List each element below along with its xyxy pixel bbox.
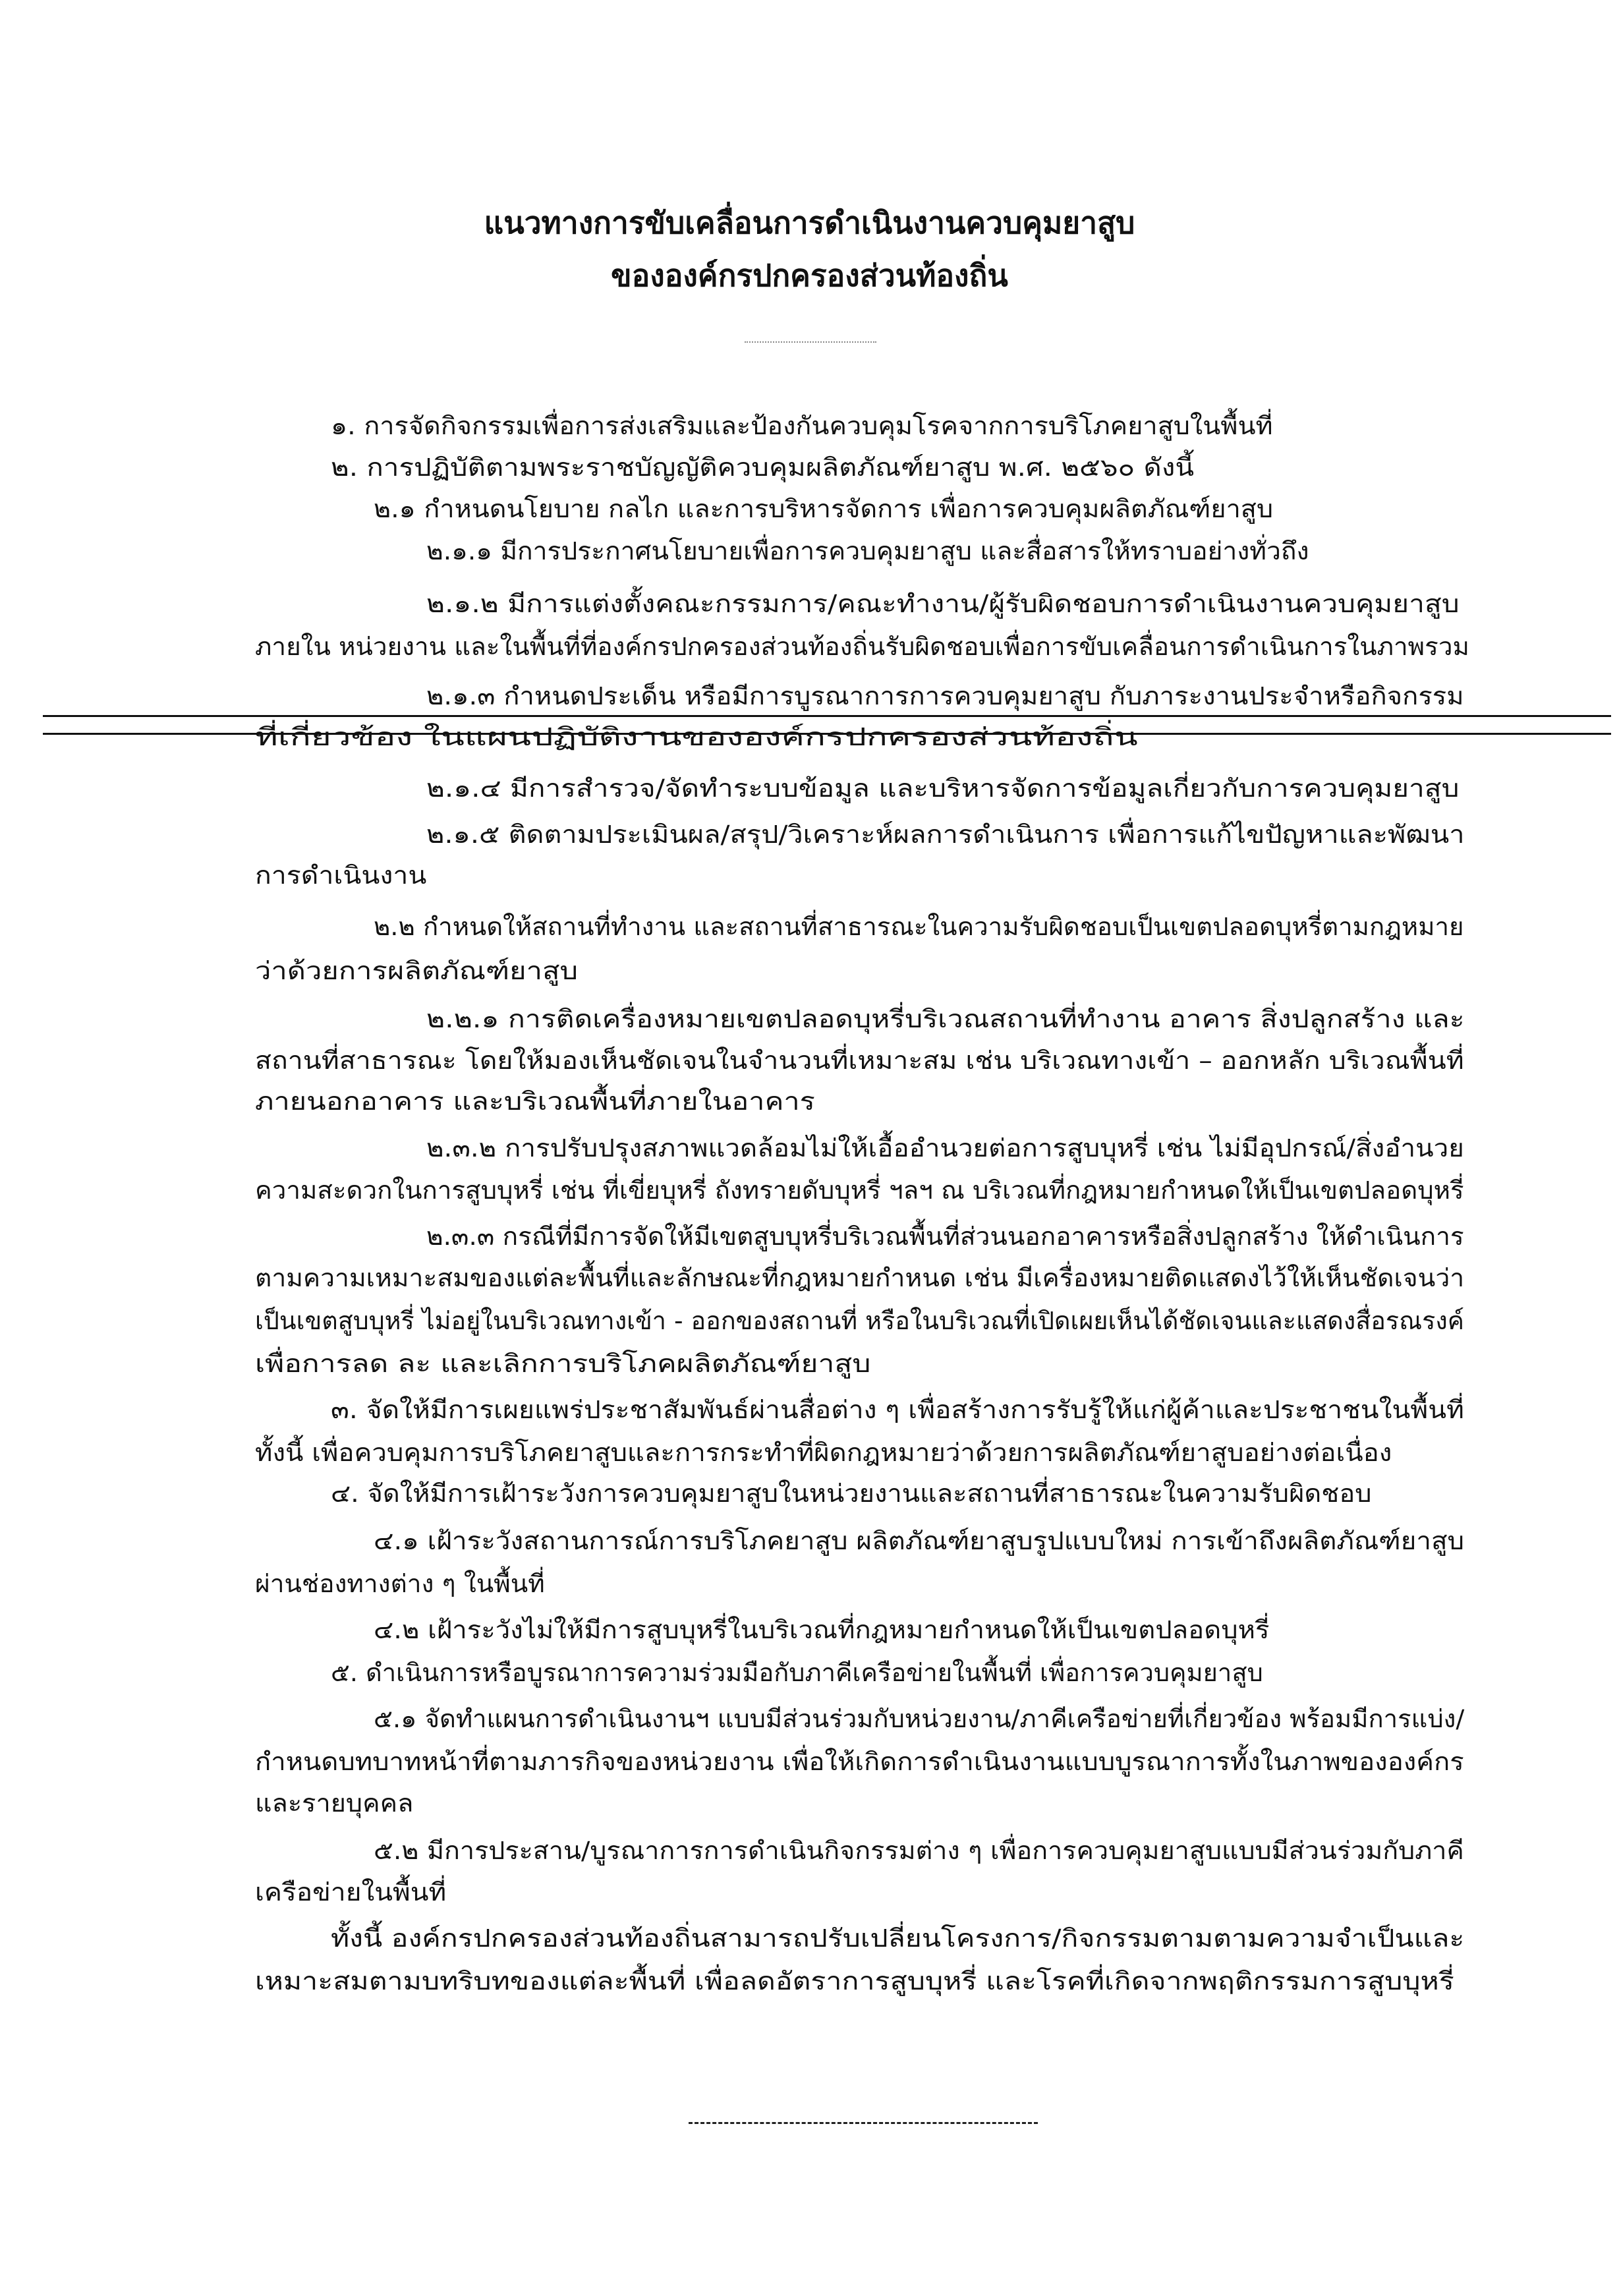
- strikethrough-line: [43, 715, 1611, 717]
- item-2-3-2: ๒.๓.๒ การปรับปรุงสภาพแวดล้อมไม่ให้เอื้ออำนวยต่อการสูบบุหรี่ เช่น ไม่มีอุปกรณ์/สิ่งอำนวย: [426, 1134, 1464, 1162]
- item-2-3-3-cont: ตามความเหมาะสมของแต่ละพื้นที่และลักษณะที่กฎหมายกำหนด เช่น มีเครื่องหมายติดแสดงไว้ให้เห็นชัดเจนว่า: [255, 1263, 1465, 1292]
- item-3-cont: ทั้งนี้ เพื่อควบคุมการบริโภคยาสูบและการกระทำที่ผิดกฎหมายว่าด้วยการผลิตภัณฑ์ยาสูบอย่างต่อเนื่อง: [255, 1438, 1392, 1467]
- item-2-2-1: ๒.๒.๑ การติดเครื่องหมายเขตปลอดบุหรี่บริเวณสถานที่ทำงาน อาคาร สิ่งปลูกสร้าง และ: [426, 1004, 1465, 1033]
- item-2-2-1-cont: ภายนอกอาคาร และบริเวณพื้นที่ภายในอาคาร: [255, 1087, 815, 1116]
- document-title: แนวทางการขับเคลื่อนการดำเนินงานควบคุมยาสูบ: [484, 205, 1135, 241]
- item-4-2: ๔.๒ เฝ้าระวังไม่ให้มีการสูบบุหรี่ในบริเวณที่กฎหมายกำหนดให้เป็นเขตปลอดบุหรี่: [374, 1615, 1270, 1644]
- closing-paragraph-cont: เหมาะสมตามบทริบทของแต่ละพื้นที่ เพื่อลดอัตราการสูบบุหรี่ และโรคที่เกิดจากพฤติกรรมการสูบบุหรี่: [255, 1966, 1454, 1995]
- item-5-1: ๕.๑ จัดทำแผนการดำเนินงานฯ แบบมีส่วนร่วมกับหน่วยงาน/ภาคีเครือข่ายที่เกี่ยวข้อง พร้อมมีการแบ่ง/: [374, 1704, 1465, 1733]
- item-2-2-1-cont: สถานที่สาธารณะ โดยให้มองเห็นชัดเจนในจำนวนที่เหมาะสม เช่น บริเวณทางเข้า – ออกหลัก บริเวณพื้นที่: [255, 1046, 1464, 1075]
- item-5: ๕. ดำเนินการหรือบูรณาการความร่วมมือกับภาคีเครือข่ายในพื้นที่ เพื่อการควบคุมยาสูบ: [331, 1658, 1263, 1687]
- end-divider: [689, 2122, 1038, 2124]
- item-2-1-3: ๒.๑.๓ กำหนดประเด็น หรือมีการบูรณาการการควบคุมยาสูบ กับภาระงานประจำหรือกิจกรรม: [426, 681, 1464, 710]
- item-2-1-2-cont: ภายใน หน่วยงาน และในพื้นที่ที่องค์กรปกครองส่วนท้องถิ่นรับผิดชอบเพื่อการขับเคลื่อนการดำเนินการในภาพรวม: [255, 632, 1469, 661]
- title-divider: [745, 341, 876, 343]
- item-2-1-2: ๒.๑.๒ มีการแต่งตั้งคณะกรรมการ/คณะทำงาน/ผู้รับผิดชอบการดำเนินงานควบคุมยาสูบ: [426, 589, 1460, 618]
- item-4: ๔. จัดให้มีการเฝ้าระวังการควบคุมยาสูบในหน่วยงานและสถานที่สาธารณะในความรับผิดชอบ: [331, 1479, 1372, 1508]
- item-4-1-cont: ผ่านช่องทางต่าง ๆ ในพื้นที่: [255, 1569, 545, 1598]
- item-2-3-3-cont: เป็นเขตสูบบุหรี่ ไม่อยู่ในบริเวณทางเข้า - ออกของสถานที่ หรือในบริเวณที่เปิดเผยเห็นได้ชัดเจนและแสดงสื่อรณรงค์: [255, 1306, 1464, 1335]
- item-4-1: ๔.๑ เฝ้าระวังสถานการณ์การบริโภคยาสูบ ผลิตภัณฑ์ยาสูบรูปแบบใหม่ การเข้าถึงผลิตภัณฑ์ยาสูบ: [374, 1526, 1465, 1555]
- item-2-2-cont: ว่าด้วยการผลิตภัณฑ์ยาสูบ: [255, 956, 579, 985]
- item-5-1-cont: กำหนดบทบาทหน้าที่ตามภารกิจของหน่วยงาน เพื่อให้เกิดการดำเนินงานแบบบูรณาการทั้งในภาพขององค์กร: [255, 1747, 1464, 1776]
- item-2-3-2-cont: ความสะดวกในการสูบบุหรี่ เช่น ที่เขี่ยบุหรี่ ถังทรายดับบุหรี่ ฯลฯ ณ บริเวณที่กฎหมายกำหนดให้เป็นเขตปลอดบุหรี่: [255, 1176, 1464, 1205]
- item-2-1-3-cont: ที่เกี่ยวข้อง ในแผนปฏิบัติงานขององค์กรปกครองส่วนท้องถิ่น: [255, 722, 1138, 751]
- item-2-1: ๒.๑ กำหนดนโยบาย กลไก และการบริหารจัดการ เพื่อการควบคุมผลิตภัณฑ์ยาสูบ: [374, 494, 1274, 523]
- item-5-2-cont: เครือข่ายในพื้นที่: [255, 1878, 447, 1907]
- item-2-3-3: ๒.๓.๓ กรณีที่มีการจัดให้มีเขตสูบบุหรี่บริเวณพื้นที่ส่วนนอกอาคารหรือสิ่งปลูกสร้าง ให้ดำเนินการ: [426, 1222, 1464, 1251]
- item-2-2: ๒.๒ กำหนดให้สถานที่ทำงาน และสถานที่สาธารณะในความรับผิดชอบเป็นเขตปลอดบุหรี่ตามกฎหมาย: [374, 912, 1464, 941]
- item-2-3-3-cont: เพื่อการลด ละ และเลิกการบริโภคผลิตภัณฑ์ยาสูบ: [255, 1349, 871, 1378]
- item-3: ๓. จัดให้มีการเผยแพร่ประชาสัมพันธ์ผ่านสื่อต่าง ๆ เพื่อสร้างการรับรู้ให้แก่ผู้ค้าและประชาชนในพื้นที่: [331, 1395, 1464, 1424]
- item-5-2: ๕.๒ มีการประสาน/บูรณาการการดำเนินกิจกรรมต่าง ๆ เพื่อการควบคุมยาสูบแบบมีส่วนร่วมกับภาคี: [374, 1836, 1464, 1865]
- item-2-1-5-cont: การดำเนินงาน: [255, 861, 427, 890]
- strikethrough-line: [43, 733, 1611, 735]
- item-1: ๑. การจัดกิจกรรมเพื่อการส่งเสริมและป้องกันควบคุมโรคจากการบริโภคยาสูบในพื้นที่: [331, 411, 1273, 440]
- item-5-1-cont: และรายบุคคล: [255, 1789, 414, 1818]
- item-2-1-1: ๒.๑.๑ มีการประกาศนโยบายเพื่อการควบคุมยาสูบ และสื่อสารให้ทราบอย่างทั่วถึง: [426, 536, 1309, 565]
- item-2: ๒. การปฏิบัติตามพระราชบัญญัติควบคุมผลิตภัณฑ์ยาสูบ พ.ศ. ๒๕๖๐ ดังนี้: [331, 453, 1195, 482]
- item-2-1-4: ๒.๑.๔ มีการสำรวจ/จัดทำระบบข้อมูล และบริหารจัดการข้อมูลเกี่ยวกับการควบคุมยาสูบ: [426, 774, 1460, 803]
- document-subtitle: ขององค์กรปกครองส่วนท้องถิ่น: [611, 258, 1008, 293]
- closing-paragraph: ทั้งนี้ องค์กรปกครองส่วนท้องถิ่นสามารถปรับเปลี่ยนโครงการ/กิจกรรมตามตามความจำเป็นและ: [331, 1924, 1465, 1953]
- item-2-1-5: ๒.๑.๕ ติดตามประเมินผล/สรุป/วิเคราะห์ผลการดำเนินการ เพื่อการแก้ไขปัญหาและพัฒนา: [426, 820, 1465, 849]
